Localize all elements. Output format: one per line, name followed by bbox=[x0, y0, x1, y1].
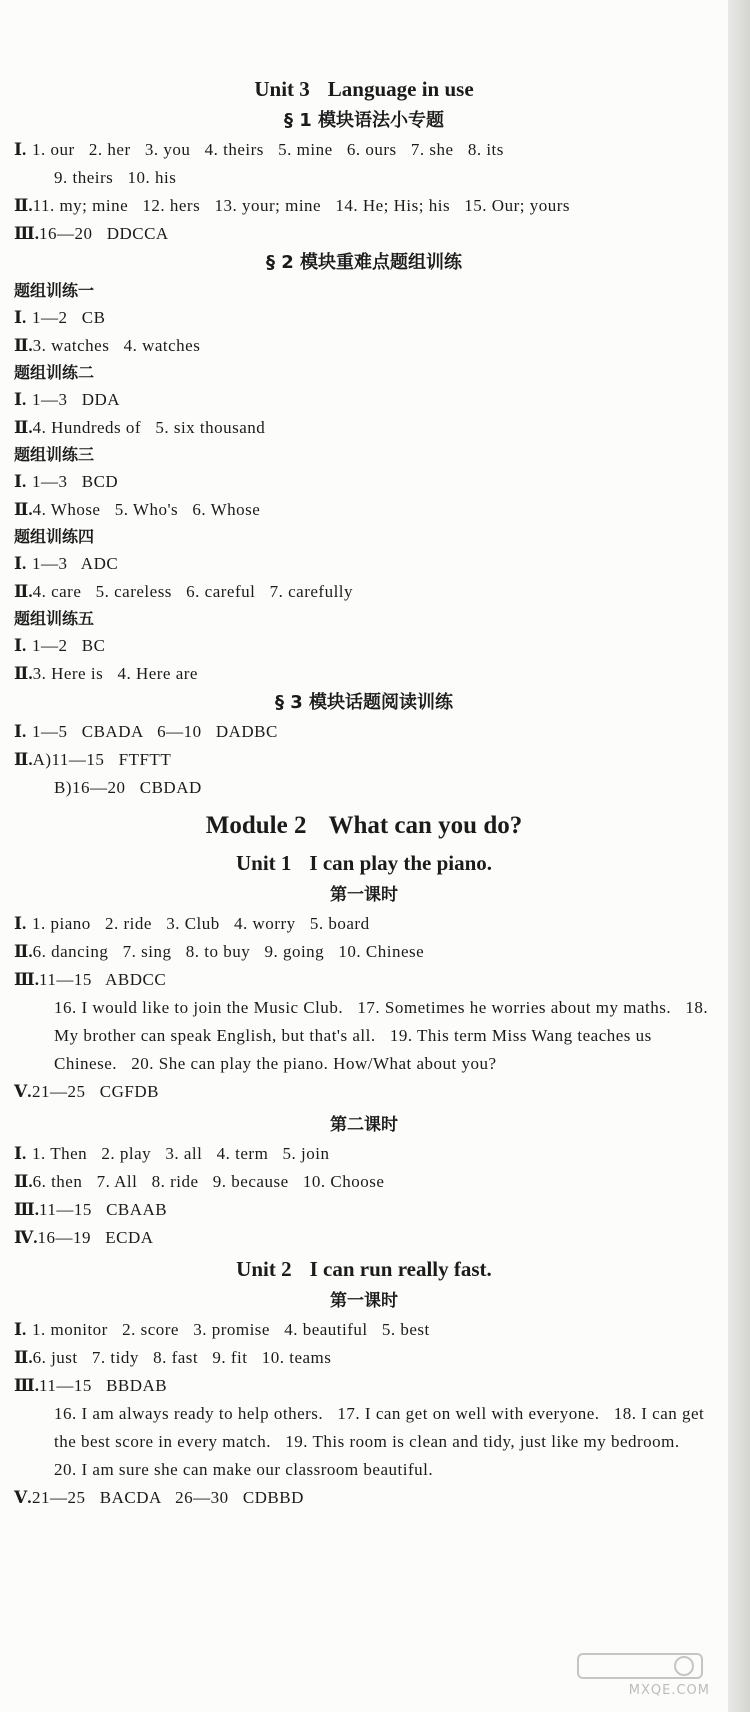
section-2-title: § 2 模块重难点题组训练 bbox=[265, 252, 463, 273]
answer-line bbox=[14, 632, 714, 660]
answer-text: 1. piano 2. ride 3. Club 4. worry 5. board bbox=[32, 914, 370, 933]
roman-numeral: Ⅱ. bbox=[14, 196, 33, 215]
section-1-answers bbox=[14, 136, 714, 248]
answer-content bbox=[14, 72, 714, 1512]
answer-text: 3. watches 4. watches bbox=[32, 336, 201, 355]
answer-line bbox=[14, 1400, 714, 1484]
roman-numeral: Ⅰ. bbox=[14, 390, 27, 409]
answer-line bbox=[14, 164, 714, 192]
group-title: 题组训练三 bbox=[14, 445, 95, 464]
answer-line bbox=[14, 578, 714, 606]
answer-line bbox=[14, 1140, 714, 1168]
group-answers bbox=[14, 304, 714, 360]
answer-text: 11—15 ABDCC bbox=[38, 970, 167, 989]
answer-text: 1—5 CBADA 6—10 DADBC bbox=[32, 722, 278, 741]
m2-unit2-title bbox=[14, 1252, 714, 1286]
answer-text: 16—20 DDCCA bbox=[38, 224, 169, 243]
answer-line bbox=[14, 910, 714, 938]
m2-unit1-lesson1-answers bbox=[14, 910, 714, 1106]
watermark bbox=[580, 1650, 710, 1698]
group-title: 题组训练五 bbox=[14, 609, 95, 628]
answer-text: 4. care 5. careless 6. careful 7. carefully bbox=[32, 582, 354, 601]
section-2-groups bbox=[14, 278, 714, 688]
unit3-title-text: Language in use bbox=[327, 77, 474, 101]
roman-numeral: Ⅰ. bbox=[14, 140, 27, 159]
answer-text: 16—19 ECDA bbox=[37, 1228, 154, 1247]
roman-numeral: Ⅲ. bbox=[14, 1200, 39, 1219]
answer-line bbox=[14, 718, 714, 746]
section-1-title: § 1 模块语法小专题 bbox=[283, 110, 445, 131]
answer-text: 4. Whose 5. Who's 6. Whose bbox=[32, 500, 261, 519]
answer-line bbox=[14, 1484, 714, 1512]
answer-text: 11—15 CBAAB bbox=[38, 1200, 168, 1219]
roman-numeral: Ⅴ. bbox=[14, 1488, 32, 1507]
roman-numeral: Ⅱ. bbox=[14, 664, 33, 683]
answer-line bbox=[14, 660, 714, 688]
answer-text: 16. I would like to join the Music Club. 17. Sometimes he worries about my maths. 18. My brother can speak English, but that's all. 19. This term Miss Wang teaches us Chinese. 20. She can play the piano. How/What about you? bbox=[54, 998, 713, 1073]
roman-numeral: Ⅰ. bbox=[14, 308, 27, 327]
m2-unit1-lesson1-title: 第一课时 bbox=[330, 885, 398, 905]
roman-numeral: Ⅲ. bbox=[14, 224, 39, 243]
answer-text: 11—15 BBDAB bbox=[38, 1376, 168, 1395]
module2-title-text: What can you do? bbox=[328, 812, 523, 839]
answer-line bbox=[14, 1168, 714, 1196]
group-title: 题组训练四 bbox=[14, 527, 95, 546]
group-title: 题组训练一 bbox=[14, 281, 95, 300]
answer-text: 6. dancing 7. sing 8. to buy 9. going 10. Chinese bbox=[32, 942, 425, 961]
m2-unit1-title bbox=[14, 846, 714, 880]
answer-text: B)16—20 CBDAD bbox=[54, 778, 202, 797]
answer-line bbox=[14, 1372, 714, 1400]
group-answers bbox=[14, 632, 714, 688]
answer-text: 1—3 BCD bbox=[32, 472, 119, 491]
answer-line bbox=[14, 994, 714, 1078]
answer-line bbox=[14, 332, 714, 360]
answer-line bbox=[14, 304, 714, 332]
answer-text: 16. I am always ready to help others. 17. I can get on well with everyone. 18. I can get the best score in every match. 19. This room is clean and tidy, just like my bedroom. 20. I am sure she can make our classroom beautiful. bbox=[54, 1404, 710, 1479]
answer-text: 1—2 BC bbox=[32, 636, 106, 655]
roman-numeral: Ⅲ. bbox=[14, 1376, 39, 1395]
watermark-text: MXQE.COM bbox=[628, 1683, 710, 1698]
answer-text: 11. my; mine 12. hers 13. your; mine 14. He; His; his 15. Our; yours bbox=[32, 196, 570, 215]
answer-line bbox=[14, 386, 714, 414]
roman-numeral: Ⅰ. bbox=[14, 1144, 27, 1163]
watermark-logo-icon bbox=[576, 1650, 706, 1680]
section-3-answers bbox=[14, 718, 714, 802]
roman-numeral: Ⅰ. bbox=[14, 636, 27, 655]
answer-line bbox=[14, 192, 714, 220]
m2-unit2-lesson1-answers bbox=[14, 1316, 714, 1512]
section-3-title: § 3 模块话题阅读训练 bbox=[274, 692, 454, 713]
answer-text: 1. monitor 2. score 3. promise 4. beautiful 5. best bbox=[32, 1320, 430, 1339]
answer-text: 1—2 CB bbox=[32, 308, 106, 327]
roman-numeral: Ⅰ. bbox=[14, 1320, 27, 1339]
group-answers bbox=[14, 550, 714, 606]
module2-title bbox=[14, 806, 714, 846]
answer-text: 1. our 2. her 3. you 4. theirs 5. mine 6. ours 7. she 8. its bbox=[32, 140, 504, 159]
m2-unit1-lesson2-title: 第二课时 bbox=[330, 1115, 398, 1135]
answer-line bbox=[14, 468, 714, 496]
answer-line bbox=[14, 746, 714, 774]
m2-unit2-title-number: Unit 2 bbox=[236, 1257, 292, 1281]
m2-unit1-title-number: Unit 1 bbox=[235, 851, 292, 875]
roman-numeral bbox=[14, 994, 54, 1022]
group-title: 题组训练二 bbox=[14, 363, 95, 382]
answer-line bbox=[14, 938, 714, 966]
answer-text: 6. then 7. All 8. ride 9. because 10. Choose bbox=[32, 1172, 385, 1191]
answer-line bbox=[14, 414, 714, 442]
answer-line bbox=[14, 1316, 714, 1344]
answer-line bbox=[14, 966, 714, 994]
answer-text: 21—25 CGFDB bbox=[32, 1082, 159, 1101]
m2-unit2-lesson1-title: 第一课时 bbox=[330, 1291, 398, 1311]
roman-numeral: Ⅳ. bbox=[14, 1228, 38, 1247]
answer-line bbox=[14, 220, 714, 248]
answer-line bbox=[14, 496, 714, 524]
answer-text: 1. Then 2. play 3. all 4. term 5. join bbox=[32, 1144, 330, 1163]
roman-numeral: Ⅰ. bbox=[14, 914, 27, 933]
answer-line bbox=[14, 550, 714, 578]
group-answers bbox=[14, 468, 714, 524]
group-answers bbox=[14, 386, 714, 442]
answer-line bbox=[14, 1078, 714, 1106]
roman-numeral: Ⅱ. bbox=[14, 1172, 33, 1191]
answer-text: 1—3 ADC bbox=[32, 554, 119, 573]
answer-text: 6. just 7. tidy 8. fast 9. fit 10. teams bbox=[32, 1348, 332, 1367]
answer-text: 4. Hundreds of 5. six thousand bbox=[32, 418, 266, 437]
answer-line bbox=[14, 774, 714, 802]
roman-numeral: Ⅱ. bbox=[14, 1348, 33, 1367]
answer-line bbox=[14, 1224, 714, 1252]
roman-numeral: Ⅴ. bbox=[14, 1082, 32, 1101]
roman-numeral: Ⅲ. bbox=[14, 970, 39, 989]
answer-text: 21—25 BACDA 26—30 CDBBD bbox=[32, 1488, 304, 1507]
roman-numeral: Ⅰ. bbox=[14, 472, 27, 491]
answer-line bbox=[14, 136, 714, 164]
answer-line bbox=[14, 1196, 714, 1224]
m2-unit1-lesson2-answers bbox=[14, 1140, 714, 1252]
unit3-title-number: Unit 3 bbox=[254, 77, 310, 101]
roman-numeral: Ⅱ. bbox=[14, 336, 33, 355]
m2-unit1-title-text: I can play the piano. bbox=[309, 851, 493, 875]
answer-text: 1—3 DDA bbox=[32, 390, 121, 409]
answer-text: 3. Here is 4. Here are bbox=[32, 664, 198, 683]
m2-unit2-title-text: I can run really fast. bbox=[309, 1257, 492, 1281]
roman-numeral: Ⅱ. bbox=[14, 500, 33, 519]
roman-numeral: Ⅰ. bbox=[14, 554, 27, 573]
answer-text: A)11—15 FTFTT bbox=[32, 750, 172, 769]
roman-numeral bbox=[14, 1400, 54, 1428]
roman-numeral: Ⅱ. bbox=[14, 582, 33, 601]
module2-title-number: Module 2 bbox=[205, 812, 307, 839]
roman-numeral: Ⅱ. bbox=[14, 942, 33, 961]
roman-numeral: Ⅱ. bbox=[14, 418, 33, 437]
unit3-title bbox=[14, 72, 714, 106]
answer-line bbox=[14, 1344, 714, 1372]
answer-text: 9. theirs 10. his bbox=[54, 168, 177, 187]
roman-numeral: Ⅱ. bbox=[14, 750, 33, 769]
roman-numeral: Ⅰ. bbox=[14, 722, 27, 741]
page-binding-edge bbox=[728, 0, 750, 1712]
